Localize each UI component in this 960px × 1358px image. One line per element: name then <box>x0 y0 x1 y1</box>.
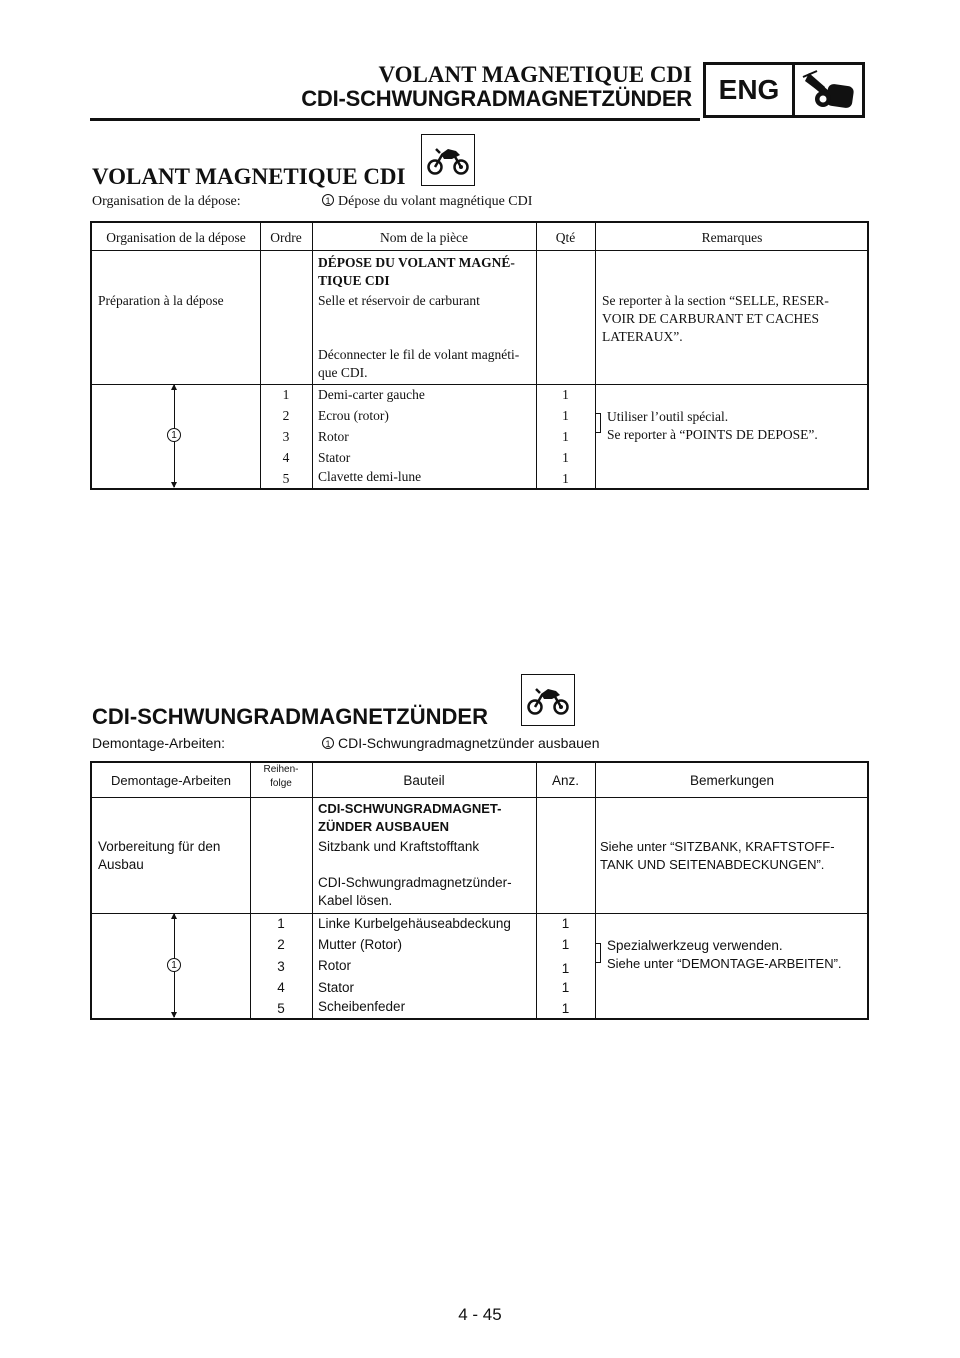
column-header: Reihen- <box>263 764 299 775</box>
row-part: Mutter (Rotor) <box>318 937 403 952</box>
org-step-fr <box>322 194 532 210</box>
row-qty: 1 <box>561 1001 570 1016</box>
prep-item: Selle et réservoir de carburant <box>318 293 480 308</box>
row-order: 2 <box>277 937 285 952</box>
row-part: Stator <box>318 980 355 995</box>
column-header: Bauteil <box>403 773 445 788</box>
row-qty: 1 <box>561 937 570 952</box>
row-qty: 1 <box>561 961 570 976</box>
row-part: Rotor <box>318 958 352 973</box>
row-qty: 1 <box>562 387 569 402</box>
step-number-badge: 1 <box>167 958 181 972</box>
row-part: Ecrou (rotor) <box>318 408 389 423</box>
org-step-text: CDI-Schwungradmagnetzünder ausbauen <box>338 735 600 751</box>
header-title-fr: VOLANT MAGNETIQUE CDI <box>378 62 692 87</box>
remark-bracket <box>595 413 601 433</box>
column-header: folge <box>270 778 292 789</box>
row-order: 5 <box>277 1001 285 1016</box>
row-qty: 1 <box>562 429 569 444</box>
prep-remark: Se reporter à la section “SELLE, RESER- <box>602 293 829 308</box>
header-rule <box>90 118 700 121</box>
prep-item: Déconnecter le fil de volant magnéti- <box>318 347 520 362</box>
language-badge <box>703 62 865 118</box>
prep-title: DÉPOSE DU VOLANT MAGNÉ- <box>318 255 515 270</box>
group-remark: Utiliser l’outil spécial. <box>607 409 729 424</box>
org-step-text: Dépose du volant magnétique CDI <box>338 194 533 209</box>
column-header: Nom de la pièce <box>379 230 469 245</box>
step-number-badge: 1 <box>322 194 334 206</box>
column-header: Organisation de la dépose <box>106 230 246 245</box>
prep-remark: LATERAUX”. <box>602 329 683 344</box>
prep-label: Préparation à la dépose <box>98 293 224 308</box>
prep-item: Kabel lösen. <box>318 893 393 908</box>
header-title-de: CDI-SCHWUNGRADMAGNETZÜNDER <box>301 86 692 111</box>
column-header: Qté <box>555 230 576 245</box>
column-header: Ordre <box>270 230 302 245</box>
group-remark: Siehe unter “DEMONTAGE-ARBEITEN”. <box>607 956 842 971</box>
row-qty: 1 <box>562 450 569 465</box>
row-part: Demi-carter gauche <box>318 387 425 402</box>
group-remark: Se reporter à “POINTS DE DEPOSE”. <box>607 427 818 442</box>
prep-remark: VOIR DE CARBURANT ET CACHES <box>602 311 820 326</box>
row-part: Scheibenfeder <box>318 999 406 1014</box>
prep-label: Vorbereitung für den <box>98 839 221 854</box>
prep-item: CDI-Schwungradmagnetzünder- <box>318 875 512 890</box>
row-order: 4 <box>277 980 285 995</box>
row-qty: 1 <box>561 916 570 931</box>
row-qty: 1 <box>562 471 569 486</box>
prep-remark: TANK UND SEITENABDECKUNGEN”. <box>600 857 825 872</box>
section-title-de: CDI-SCHWUNGRADMAGNETZÜNDER <box>92 704 488 729</box>
prep-item: Sitzbank und Kraftstofftank <box>318 839 480 854</box>
org-label-fr: Organisation de la dépose: <box>92 194 241 209</box>
section-title-fr: VOLANT MAGNETIQUE CDI <box>92 164 406 189</box>
row-order: 5 <box>282 471 290 486</box>
remark-bracket <box>595 943 601 963</box>
column-header: Anz. <box>551 773 579 788</box>
group-remark: Spezialwerkzeug verwenden. <box>607 938 783 953</box>
org-step-de <box>322 735 600 751</box>
prep-remark: Siehe unter “SITZBANK, KRAFTSTOFF- <box>600 839 835 854</box>
org-label-de: Demontage-Arbeiten: <box>92 735 226 751</box>
prep-title: CDI-SCHWUNGRADMAGNET- <box>318 801 502 816</box>
row-part: Stator <box>318 450 351 465</box>
column-header: Bemerkungen <box>689 773 775 788</box>
column-header: Remarques <box>701 230 763 245</box>
language-badge-label: ENG <box>706 65 795 115</box>
row-order: 3 <box>277 959 285 974</box>
crankshaft-icon <box>795 65 862 115</box>
row-order: 1 <box>277 916 285 931</box>
row-order: 3 <box>282 429 290 444</box>
motorcycle-icon <box>521 674 575 726</box>
row-qty: 1 <box>562 408 569 423</box>
row-part: Rotor <box>318 429 349 444</box>
row-order: 1 <box>282 387 290 402</box>
table-de <box>90 761 869 1020</box>
row-qty: 1 <box>561 980 570 995</box>
step-number-badge: 1 <box>322 737 334 749</box>
row-order: 2 <box>282 408 290 423</box>
column-header: Demontage-Arbeiten <box>111 773 231 788</box>
prep-label: Ausbau <box>98 857 144 872</box>
prep-title: TIQUE CDI <box>318 273 390 288</box>
table-fr <box>90 221 869 490</box>
prep-title: ZÜNDER AUSBAUEN <box>318 819 449 834</box>
row-order: 4 <box>282 450 290 465</box>
page-number: 4 - 45 <box>458 1305 502 1324</box>
row-part: Clavette demi-lune <box>318 469 422 484</box>
prep-item: que CDI. <box>318 365 368 380</box>
step-number-badge: 1 <box>167 428 181 442</box>
motorcycle-icon <box>421 134 475 186</box>
row-part: Linke Kurbelgehäuseabdeckung <box>318 916 511 931</box>
